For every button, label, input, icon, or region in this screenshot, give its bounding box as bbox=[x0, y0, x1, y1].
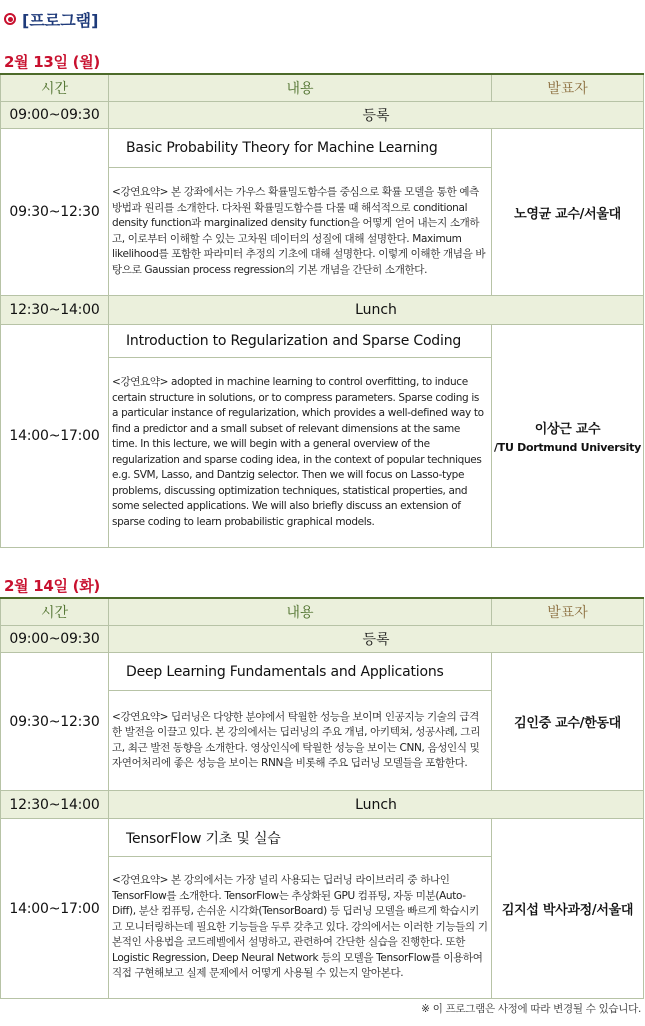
change-notice: ※ 이 프로그램은 사정에 따라 변경될 수 있습니다. bbox=[421, 1003, 641, 1015]
registration-label: 등록 bbox=[109, 626, 644, 653]
schedule-table-day1 bbox=[0, 73, 644, 548]
table-row bbox=[1, 296, 644, 325]
session-time: 09:00~09:30 bbox=[1, 102, 109, 129]
column-header-presenter: 발표자 bbox=[492, 74, 644, 102]
presenter bbox=[492, 819, 644, 999]
session-time: 09:30~12:30 bbox=[1, 129, 109, 296]
talk-abstract: <강연요약> adopted in machine learning to control overfitting, to induce certain structure in solutions, or to compress parameters. Sparse coding is a particular instance of regularization, which provides a well-defined way to find a predictor and a small subset of relevant dimensions at the same time. In this lecture, we will begin with a general overview of the regularization and sparse coding idea, in the context of popular techniques e.g. SVM, Lasso, and Dantzig selector. Then we will focus on Lasso-type problems, discussing optimization techniques, statistical properties, and some selected applications. We will also briefly discuss an extension of sparse coding to learn probabilistic graphical models. bbox=[109, 358, 492, 548]
presenter bbox=[492, 325, 644, 548]
table-row bbox=[1, 819, 644, 857]
presenter-name: 노영균 교수/서울대 bbox=[514, 206, 621, 222]
column-header-presenter: 발표자 bbox=[492, 598, 644, 626]
presenter-affiliation: /TU Dortmund University bbox=[494, 441, 641, 454]
day-title-1: 2월 13일 (월) bbox=[4, 53, 100, 71]
lunch-label: Lunch bbox=[109, 296, 644, 325]
day-title-2: 2월 14일 (화) bbox=[4, 577, 100, 595]
presenter-name: 이상근 교수 bbox=[534, 422, 601, 437]
presenter bbox=[492, 129, 644, 296]
presenter-name: 김지섭 박사과정/서울대 bbox=[501, 903, 634, 918]
table-header-row bbox=[1, 598, 644, 626]
session-time: 14:00~17:00 bbox=[1, 325, 109, 548]
table-row bbox=[1, 626, 644, 653]
lunch-label: Lunch bbox=[109, 791, 644, 819]
table-row bbox=[1, 325, 644, 358]
talk-title: TensorFlow 기초 및 실습 bbox=[109, 819, 492, 857]
talk-title: Introduction to Regularization and Sparse Coding bbox=[109, 325, 492, 358]
table-header-row bbox=[1, 74, 644, 102]
talk-title: Deep Learning Fundamentals and Applications bbox=[109, 653, 492, 691]
table-row bbox=[1, 129, 644, 168]
session-time: 09:00~09:30 bbox=[1, 626, 109, 653]
session-time: 12:30~14:00 bbox=[1, 296, 109, 325]
schedule-table-day2 bbox=[0, 597, 644, 999]
table-row bbox=[1, 653, 644, 691]
talk-abstract: <강연요약> 딥러닝은 다양한 분야에서 탁월한 성능을 보이며 인공지능 기술의 급격한 발전을 이끌고 있다. 본 강의에서는 딥러닝의 주요 개념, 아키텍쳐, 성공사례, 그리고, 최근 발전 동향을 소개한다. 영상인식에 탁월한 성능을 보이는 CNN, 음성인식 및 자연어처리에 좋은 성능을 보이는 RNN을 비롯해 주요 딥러닝 모델들을 포함한다. bbox=[109, 691, 492, 791]
presenter bbox=[492, 653, 644, 791]
section-title: [프로그램] bbox=[22, 10, 99, 30]
column-header-time: 시간 bbox=[1, 74, 109, 102]
talk-abstract: <강연요약> 본 강좌에서는 가우스 확률밀도함수를 중심으로 확률 모델을 통한 예측 방법과 원리를 소개한다. 다차원 확률밀도함수를 다룰 때 해석적으로 conditional density function과 marginalized density function을 어떻게 얻어 내는지 소개하고, 이로부터 이해할 수 있는 고차원 데이터의 성질에 대해 설명한다. Maximum likelihood를 포함한 파라미터 추정의 기초에 대해 설명한다. 이렇게 이해한 개념을 바탕으로 Gaussian process regression의 기본 개념을 간단히 소개한다. bbox=[109, 168, 492, 296]
radio-bullet-icon bbox=[4, 13, 16, 25]
table-row bbox=[1, 102, 644, 129]
talk-abstract: <강연요약> 본 강의에서는 가장 널리 사용되는 딥러닝 라이브러리 중 하나인 TensorFlow를 소개한다. TensorFlow는 추상화된 GPU 컴퓨팅, 자동 미분(Auto-Diff), 분산 컴퓨팅, 손쉬운 시각화(TensorBoard) 등 딥러닝 모델을 빠르게 학습시키고 모니터링하는데 필요한 기능들을 두루 갖추고 있다. 강의에서는 이러한 기능들의 기본적인 사용법을 코드레벨에서 설명하고, 관련하여 간단한 실습을 진행한다. 또한 Logistic Regression, Deep Neural Network 등의 모델을 TensorFlow를 이용하여 직접 구현해보고 실제 문제에서 어떻게 사용될 수 있는지 알아본다. bbox=[109, 857, 492, 999]
column-header-content: 내용 bbox=[109, 598, 492, 626]
talk-title: Basic Probability Theory for Machine Learning bbox=[109, 129, 492, 168]
column-header-content: 내용 bbox=[109, 74, 492, 102]
session-time: 09:30~12:30 bbox=[1, 653, 109, 791]
table-row bbox=[1, 791, 644, 819]
registration-label: 등록 bbox=[109, 102, 644, 129]
session-time: 14:00~17:00 bbox=[1, 819, 109, 999]
column-header-time: 시간 bbox=[1, 598, 109, 626]
section-heading bbox=[4, 8, 98, 30]
presenter-name: 김인중 교수/한동대 bbox=[514, 716, 621, 731]
session-time: 12:30~14:00 bbox=[1, 791, 109, 819]
